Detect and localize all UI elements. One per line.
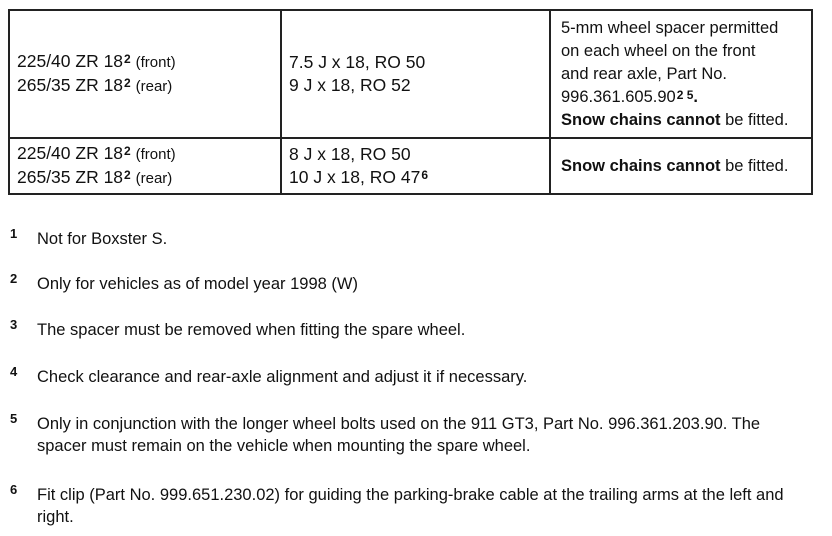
footnote — [10, 228, 810, 250]
footnote-number: 5 — [10, 411, 18, 426]
wheel-size-front: 8 J x 18, RO 50 — [289, 144, 411, 164]
remarks-line: on each wheel on the front — [561, 41, 756, 60]
footnote-number: 4 — [10, 364, 18, 379]
footnote-text: The spacer must be removed when fitting the spare wheel. — [37, 321, 466, 339]
wheel-size-rear: 10 J x 18, RO $47^6$ — [289, 167, 429, 187]
tire-size-front: 225/40 ZR $18^2$ (front) — [17, 143, 176, 163]
footnote — [10, 484, 810, 528]
footnote-text: Only for vehicles as of model year 1998 (W) — [37, 275, 358, 293]
footnote-text: Fit clip (Part No. 999.651.230.02) for guiding the parking-brake cable at the trailing arms at the left and right. — [37, 486, 784, 526]
remarks-line: and rear axle, Part No. — [561, 64, 727, 83]
snow-chain-note: Snow chains cannot be fitted. — [561, 156, 789, 175]
tire-size-rear: 265/35 ZR $18^2$ (rear) — [17, 167, 173, 187]
footnote-number: 3 — [10, 317, 18, 332]
footnote-number: 2 — [10, 271, 18, 286]
footnote-number: 1 — [10, 226, 18, 241]
footnote-text: Only in conjunction with the longer wheel bolts used on the 911 GT3, Part No. 996.361.203.90. The spacer must remain on the vehicle when mounting the spare wheel. — [37, 415, 761, 455]
footnote-text: Check clearance and rear-axle alignment and adjust it if necessary. — [37, 368, 528, 386]
footnote — [10, 413, 810, 457]
tire-size-rear: 265/35 ZR $18^2$ (rear) — [17, 75, 173, 95]
footnote-text: Not for Boxster S. — [37, 230, 168, 248]
footnote — [10, 273, 810, 295]
tire-size-front: 225/40 ZR $18^2$ (front) — [17, 51, 176, 71]
wheel-size-rear: 9 J x 18, RO 52 — [289, 75, 411, 95]
footnote — [10, 319, 810, 341]
wheel-size-front: 7.5 J x 18, RO 50 — [289, 52, 426, 72]
snow-chain-note: Snow chains cannot be fitted. — [561, 110, 789, 129]
footnote — [10, 366, 810, 388]
footnote-number: 6 — [10, 482, 18, 497]
remarks-line: 5-mm wheel spacer permitted — [561, 18, 779, 37]
part-number: $996.361.605.90^{2 5}$. — [561, 87, 698, 106]
